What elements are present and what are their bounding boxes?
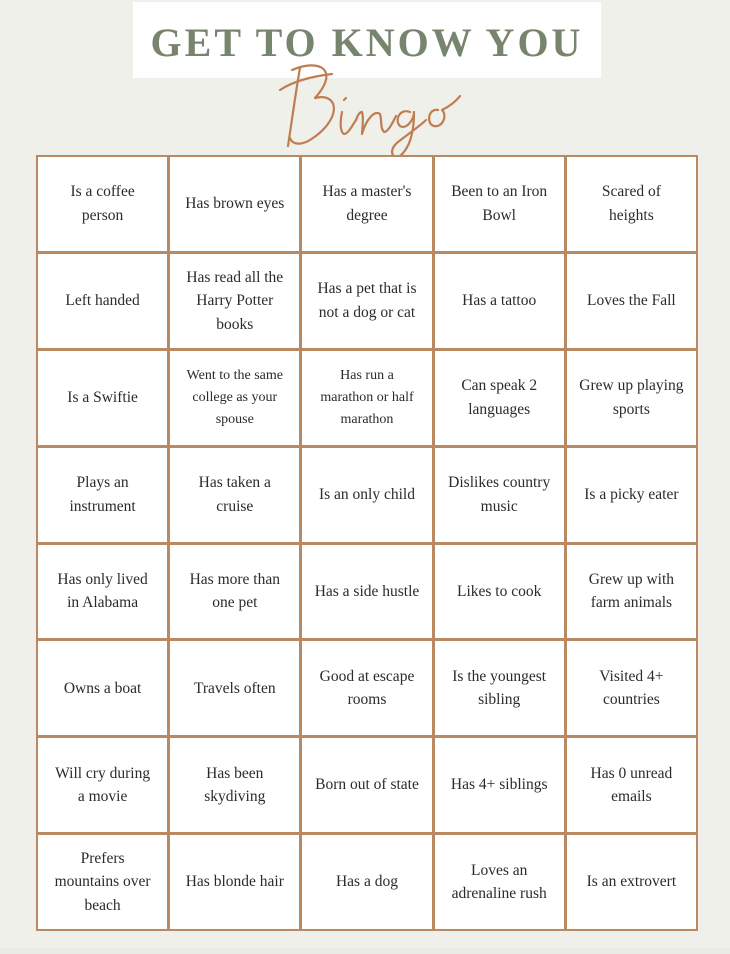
bingo-cell[interactable]: Scared of heights (567, 157, 696, 251)
bingo-cell[interactable]: Is an only child (302, 448, 431, 542)
bingo-cell[interactable]: Has run a marathon or half marathon (302, 351, 431, 445)
bingo-cell[interactable]: Has 4+ siblings (435, 738, 564, 832)
bingo-cell[interactable]: Is a coffee person (38, 157, 167, 251)
bingo-cell[interactable]: Has more than one pet (170, 545, 299, 639)
bingo-cell[interactable]: Has a tattoo (435, 254, 564, 348)
bingo-cell[interactable]: Owns a boat (38, 641, 167, 735)
bingo-cell[interactable]: Likes to cook (435, 545, 564, 639)
bingo-cell[interactable]: Can speak 2 languages (435, 351, 564, 445)
bingo-grid (36, 155, 698, 931)
bingo-cell[interactable]: Has blonde hair (170, 835, 299, 929)
bingo-cell[interactable]: Went to the same college as your spouse (170, 351, 299, 445)
bingo-cell[interactable]: Has brown eyes (170, 157, 299, 251)
bingo-cell[interactable]: Loves the Fall (567, 254, 696, 348)
bingo-cell[interactable]: Been to an Iron Bowl (435, 157, 564, 251)
bingo-cell[interactable]: Has a side hustle (302, 545, 431, 639)
bingo-cell[interactable]: Is the youngest sibling (435, 641, 564, 735)
bingo-cell[interactable]: Grew up playing sports (567, 351, 696, 445)
bingo-cell[interactable]: Grew up with farm animals (567, 545, 696, 639)
bingo-cell[interactable]: Born out of state (302, 738, 431, 832)
bingo-cell[interactable]: Has read all the Harry Potter books (170, 254, 299, 348)
bingo-cell[interactable]: Visited 4+ countries (567, 641, 696, 735)
footer-strip (0, 948, 730, 954)
bingo-cell[interactable]: Has a pet that is not a dog or cat (302, 254, 431, 348)
bingo-cell[interactable]: Dislikes country music (435, 448, 564, 542)
page-title: GET TO KNOW YOU (150, 19, 584, 65)
bingo-cell[interactable]: Has a master's degree (302, 157, 431, 251)
bingo-cell[interactable]: Has a dog (302, 835, 431, 929)
bingo-cell[interactable]: Has 0 unread emails (567, 738, 696, 832)
bingo-cell[interactable]: Good at escape rooms (302, 641, 431, 735)
bingo-cell[interactable]: Has been skydiving (170, 738, 299, 832)
bingo-cell[interactable]: Has taken a cruise (170, 448, 299, 542)
bingo-cell[interactable]: Loves an adrenaline rush (435, 835, 564, 929)
bingo-cell[interactable]: Plays an instrument (38, 448, 167, 542)
bingo-script-heading (270, 50, 470, 160)
bingo-cell[interactable]: Prefers mountains over beach (38, 835, 167, 929)
bingo-cell[interactable]: Will cry during a movie (38, 738, 167, 832)
bingo-cell[interactable]: Is an extrovert (567, 835, 696, 929)
bingo-cell[interactable]: Is a picky eater (567, 448, 696, 542)
bingo-cell[interactable]: Has only lived in Alabama (38, 545, 167, 639)
bingo-cell[interactable]: Travels often (170, 641, 299, 735)
bingo-cell[interactable]: Is a Swiftie (38, 351, 167, 445)
bingo-cell[interactable]: Left handed (38, 254, 167, 348)
bingo-script-logo (270, 50, 470, 160)
